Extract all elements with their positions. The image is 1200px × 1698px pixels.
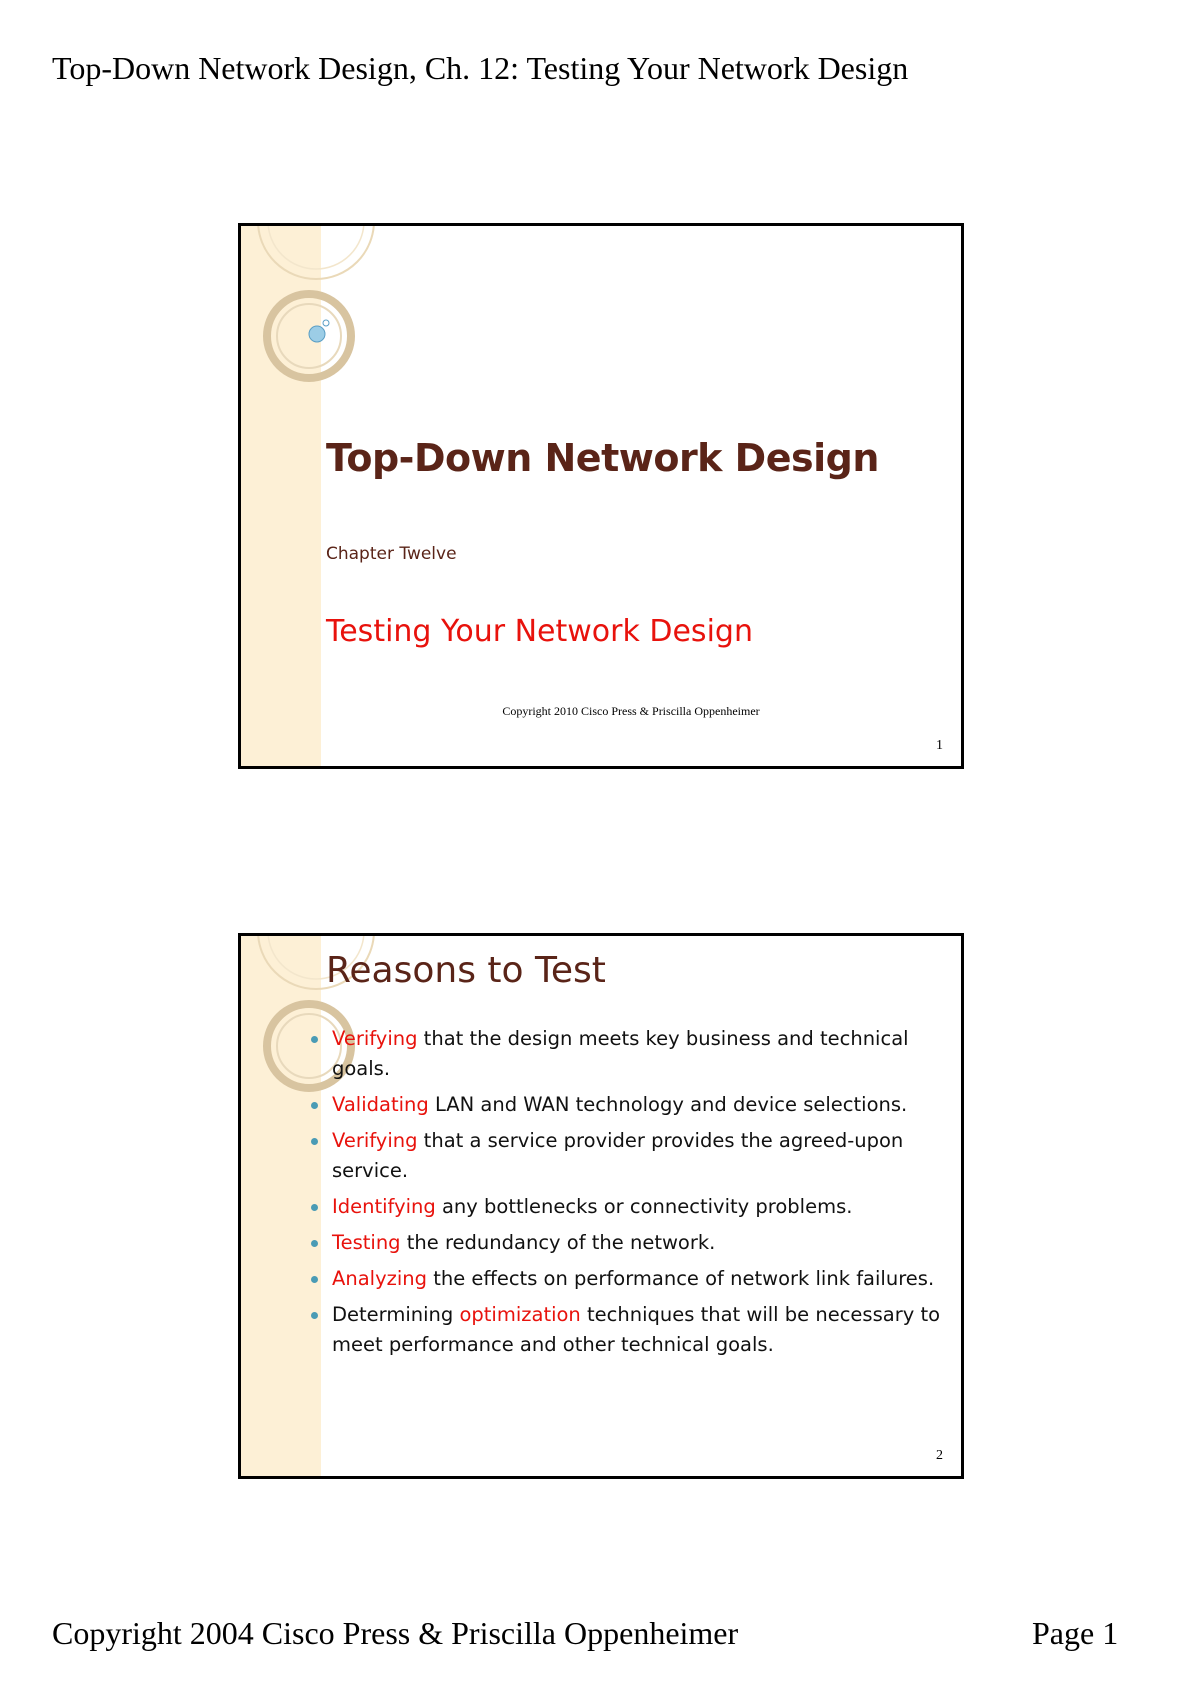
highlight-term: Identifying (332, 1195, 436, 1218)
circle-decoration-icon (241, 226, 361, 406)
list-item: Verifying that the design meets key business and technical goals. (309, 1024, 959, 1084)
bullet-icon (311, 1312, 318, 1319)
bullet-icon (311, 1276, 318, 1283)
slide-topic: Testing Your Network Design (326, 614, 753, 649)
bullet-icon (311, 1138, 318, 1145)
slide-subtitle: Chapter Twelve (326, 544, 457, 564)
list-item: Verifying that a service provider provides the agreed-upon service. (309, 1126, 959, 1186)
list-item: Testing the redundancy of the network. (309, 1228, 959, 1258)
page-header: Top-Down Network Design, Ch. 12: Testing Your Network Design (52, 50, 909, 86)
list-item: Determining optimization techniques that will be necessary to meet performance and other technical goals. (309, 1300, 959, 1360)
highlight-term: Testing (332, 1231, 401, 1254)
highlight-term: Analyzing (332, 1267, 427, 1290)
highlight-term: Validating (332, 1093, 429, 1116)
list-item: Identifying any bottlenecks or connectivity problems. (309, 1192, 959, 1222)
page-number: Page 1 (1032, 1615, 1119, 1651)
list-item: Analyzing the effects on performance of network link failures. (309, 1264, 959, 1294)
list-item: Validating LAN and WAN technology and device selections. (309, 1090, 959, 1120)
bullet-list (309, 1024, 959, 1366)
highlight-term: Verifying (332, 1129, 418, 1152)
highlight-term: Verifying (332, 1027, 418, 1050)
slide-title: Reasons to Test (326, 950, 606, 991)
slide-2 (238, 933, 964, 1479)
slide-copyright: Copyright 2010 Cisco Press & Priscilla Oppenheimer (502, 704, 760, 718)
highlight-term: optimization (459, 1303, 581, 1326)
bullet-icon (311, 1240, 318, 1247)
bullet-icon (311, 1036, 318, 1043)
slide-title: Top-Down Network Design (326, 436, 879, 480)
bullet-icon (311, 1102, 318, 1109)
slide-1 (238, 223, 964, 769)
page-footer-copyright: Copyright 2004 Cisco Press & Priscilla Oppenheimer (52, 1615, 739, 1651)
slide-number: 2 (936, 1448, 943, 1463)
bullet-icon (311, 1204, 318, 1211)
slide-number: 1 (936, 738, 943, 753)
